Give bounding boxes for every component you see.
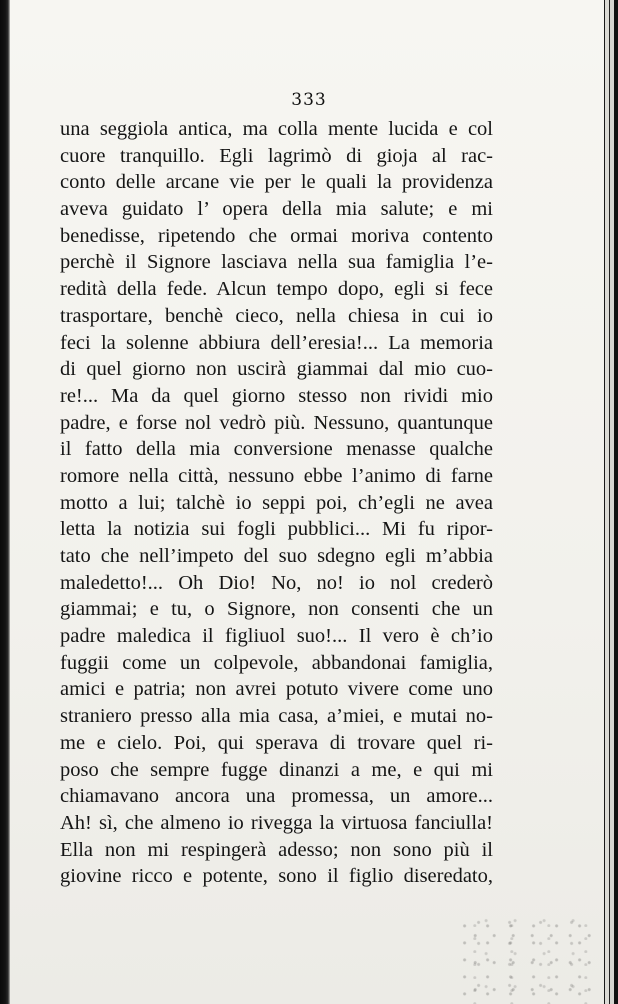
text-line: conto delle arcane vie per le quali la providenza — [60, 171, 493, 194]
text-line: il fatto della mia conversione menasse qualche — [60, 438, 493, 461]
text-line: redità della fede. Alcun tempo dopo, egli si fece — [60, 278, 493, 301]
text-line: fuggii come un colpevole, abbandonai famiglia, — [60, 651, 493, 674]
text-line: giovine ricco e potente, sono il figlio diseredato, — [60, 865, 493, 888]
page-number: 333 — [291, 90, 327, 110]
text-line: romore nella città, nessuno ebbe l’animo di farne — [60, 464, 493, 487]
page-edge — [600, 0, 618, 1004]
text-line: tato che nell’impeto del suo sdegno egli m’abbia — [60, 545, 493, 567]
text-line: di quel giorno non uscirà giammai dal mio cuo- — [60, 358, 493, 381]
text-line: straniero presso alla mia casa, a’miei, e mutai no- — [60, 705, 493, 728]
text-line: motto a lui; talchè io seppi poi, ch’egli ne avea — [60, 491, 493, 514]
text-line: maledetto!... Oh Dio! No, no! io nol crederò — [60, 571, 493, 594]
text-line: Ah! sì, che almeno io rivegga la virtuosa fanciulla! — [60, 811, 493, 834]
text-line: perchè il Signore lasciava nella sua famiglia l’e- — [60, 251, 493, 274]
text-line: benedisse, ripetendo che ormai moriva contento — [60, 224, 493, 247]
text-line: letta la notizia sui fogli pubblici... Mi fu ripor- — [60, 518, 493, 541]
text-line: padre, e forse nol vedrò più. Nessuno, quantunque — [60, 411, 493, 434]
body-text — [60, 116, 493, 890]
text-line: una seggiola antica, ma colla mente lucida e col — [60, 118, 493, 140]
text-line: trasportare, benchè cieco, nella chiesa in cui io — [60, 304, 493, 327]
text-line: poso che sempre fugge dinanzi a me, e qui mi — [60, 758, 493, 781]
text-line: giammai; e tu, o Signore, non consenti che un — [60, 598, 493, 621]
text-line: amici e patria; non avrei potuto vivere come uno — [60, 678, 493, 701]
text-line: aveva guidato l’ opera della mia salute; e mi — [60, 198, 493, 221]
text-line: feci la solenne abbiura dell’eresia!... La memoria — [60, 331, 493, 354]
text-line: me e cielo. Poi, qui sperava di trovare quel ri- — [60, 731, 493, 754]
scan-binding-shadow — [0, 0, 10, 1004]
text-line: padre maledica il figliuol suo!... Il vero è ch’io — [60, 625, 493, 648]
scan-speckles — [460, 914, 600, 1004]
text-line: Ella non mi respingerà adesso; non sono più il — [60, 838, 493, 861]
text-line: chiamavano ancora una promessa, un amore... — [60, 785, 493, 808]
text-line: re!... Ma da quel giorno stesso non rividi mio — [60, 384, 493, 407]
text-line: cuore tranquillo. Egli lagrimò di gioja al rac- — [60, 144, 493, 167]
